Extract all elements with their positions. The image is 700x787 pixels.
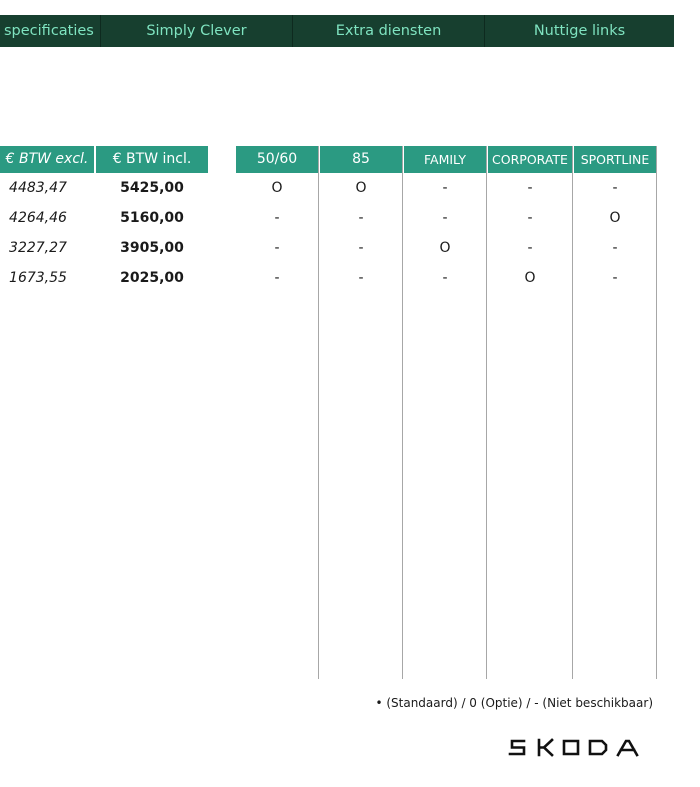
tab-extra-diensten[interactable]: Extra diensten [293, 15, 485, 47]
availability-cell: - [358, 210, 364, 226]
availability-cell: - [527, 240, 533, 256]
availability-cell: - [612, 240, 618, 256]
availability-cell: - [274, 270, 280, 286]
tab-nuttige-links[interactable]: Nuttige links [485, 15, 674, 47]
availability-cell: - [358, 270, 364, 286]
header-btw-incl: € BTW incl. [96, 146, 208, 173]
price-excl: 4483,47 [9, 180, 67, 196]
price-incl: 5425,00 [120, 180, 184, 196]
availability-cell: - [442, 270, 448, 286]
header-variant-corporate: CORPORATE [488, 146, 572, 173]
header-btw-excl: € BTW excl. [0, 146, 94, 173]
header-variant-50-60: 50/60 [236, 146, 318, 173]
price-excl: 1673,55 [9, 270, 67, 286]
column-divider [402, 146, 403, 679]
availability-cell: - [612, 180, 618, 196]
legend-text: • (Standaard) / 0 (Optie) / - (Niet beschikbaar) [375, 696, 653, 710]
skoda-logo [508, 737, 642, 759]
tab-simply-clever[interactable]: Simply Clever [101, 15, 293, 47]
availability-cell: - [358, 240, 364, 256]
availability-cell: O [609, 210, 621, 226]
header-variant-family: FAMILY [404, 146, 486, 173]
column-divider [656, 146, 657, 679]
header-variant-sportline: SPORTLINE [574, 146, 656, 173]
availability-cell: O [439, 240, 451, 256]
column-divider [318, 146, 319, 679]
header-variant-85: 85 [320, 146, 402, 173]
availability-cell: O [271, 180, 283, 196]
availability-cell: O [524, 270, 536, 286]
availability-cell: - [612, 270, 618, 286]
availability-cell: - [274, 210, 280, 226]
availability-cell: O [355, 180, 367, 196]
availability-cell: - [274, 240, 280, 256]
availability-cell: - [442, 210, 448, 226]
availability-cell: - [527, 210, 533, 226]
column-divider [486, 146, 487, 679]
price-incl: 5160,00 [120, 210, 184, 226]
top-navigation [0, 15, 674, 47]
price-excl: 4264,46 [9, 210, 67, 226]
price-incl: 3905,00 [120, 240, 184, 256]
price-incl: 2025,00 [120, 270, 184, 286]
price-excl: 3227,27 [9, 240, 67, 256]
column-divider [572, 146, 573, 679]
availability-cell: - [527, 180, 533, 196]
tab-specificaties[interactable]: specificaties [0, 15, 101, 47]
availability-cell: - [442, 180, 448, 196]
